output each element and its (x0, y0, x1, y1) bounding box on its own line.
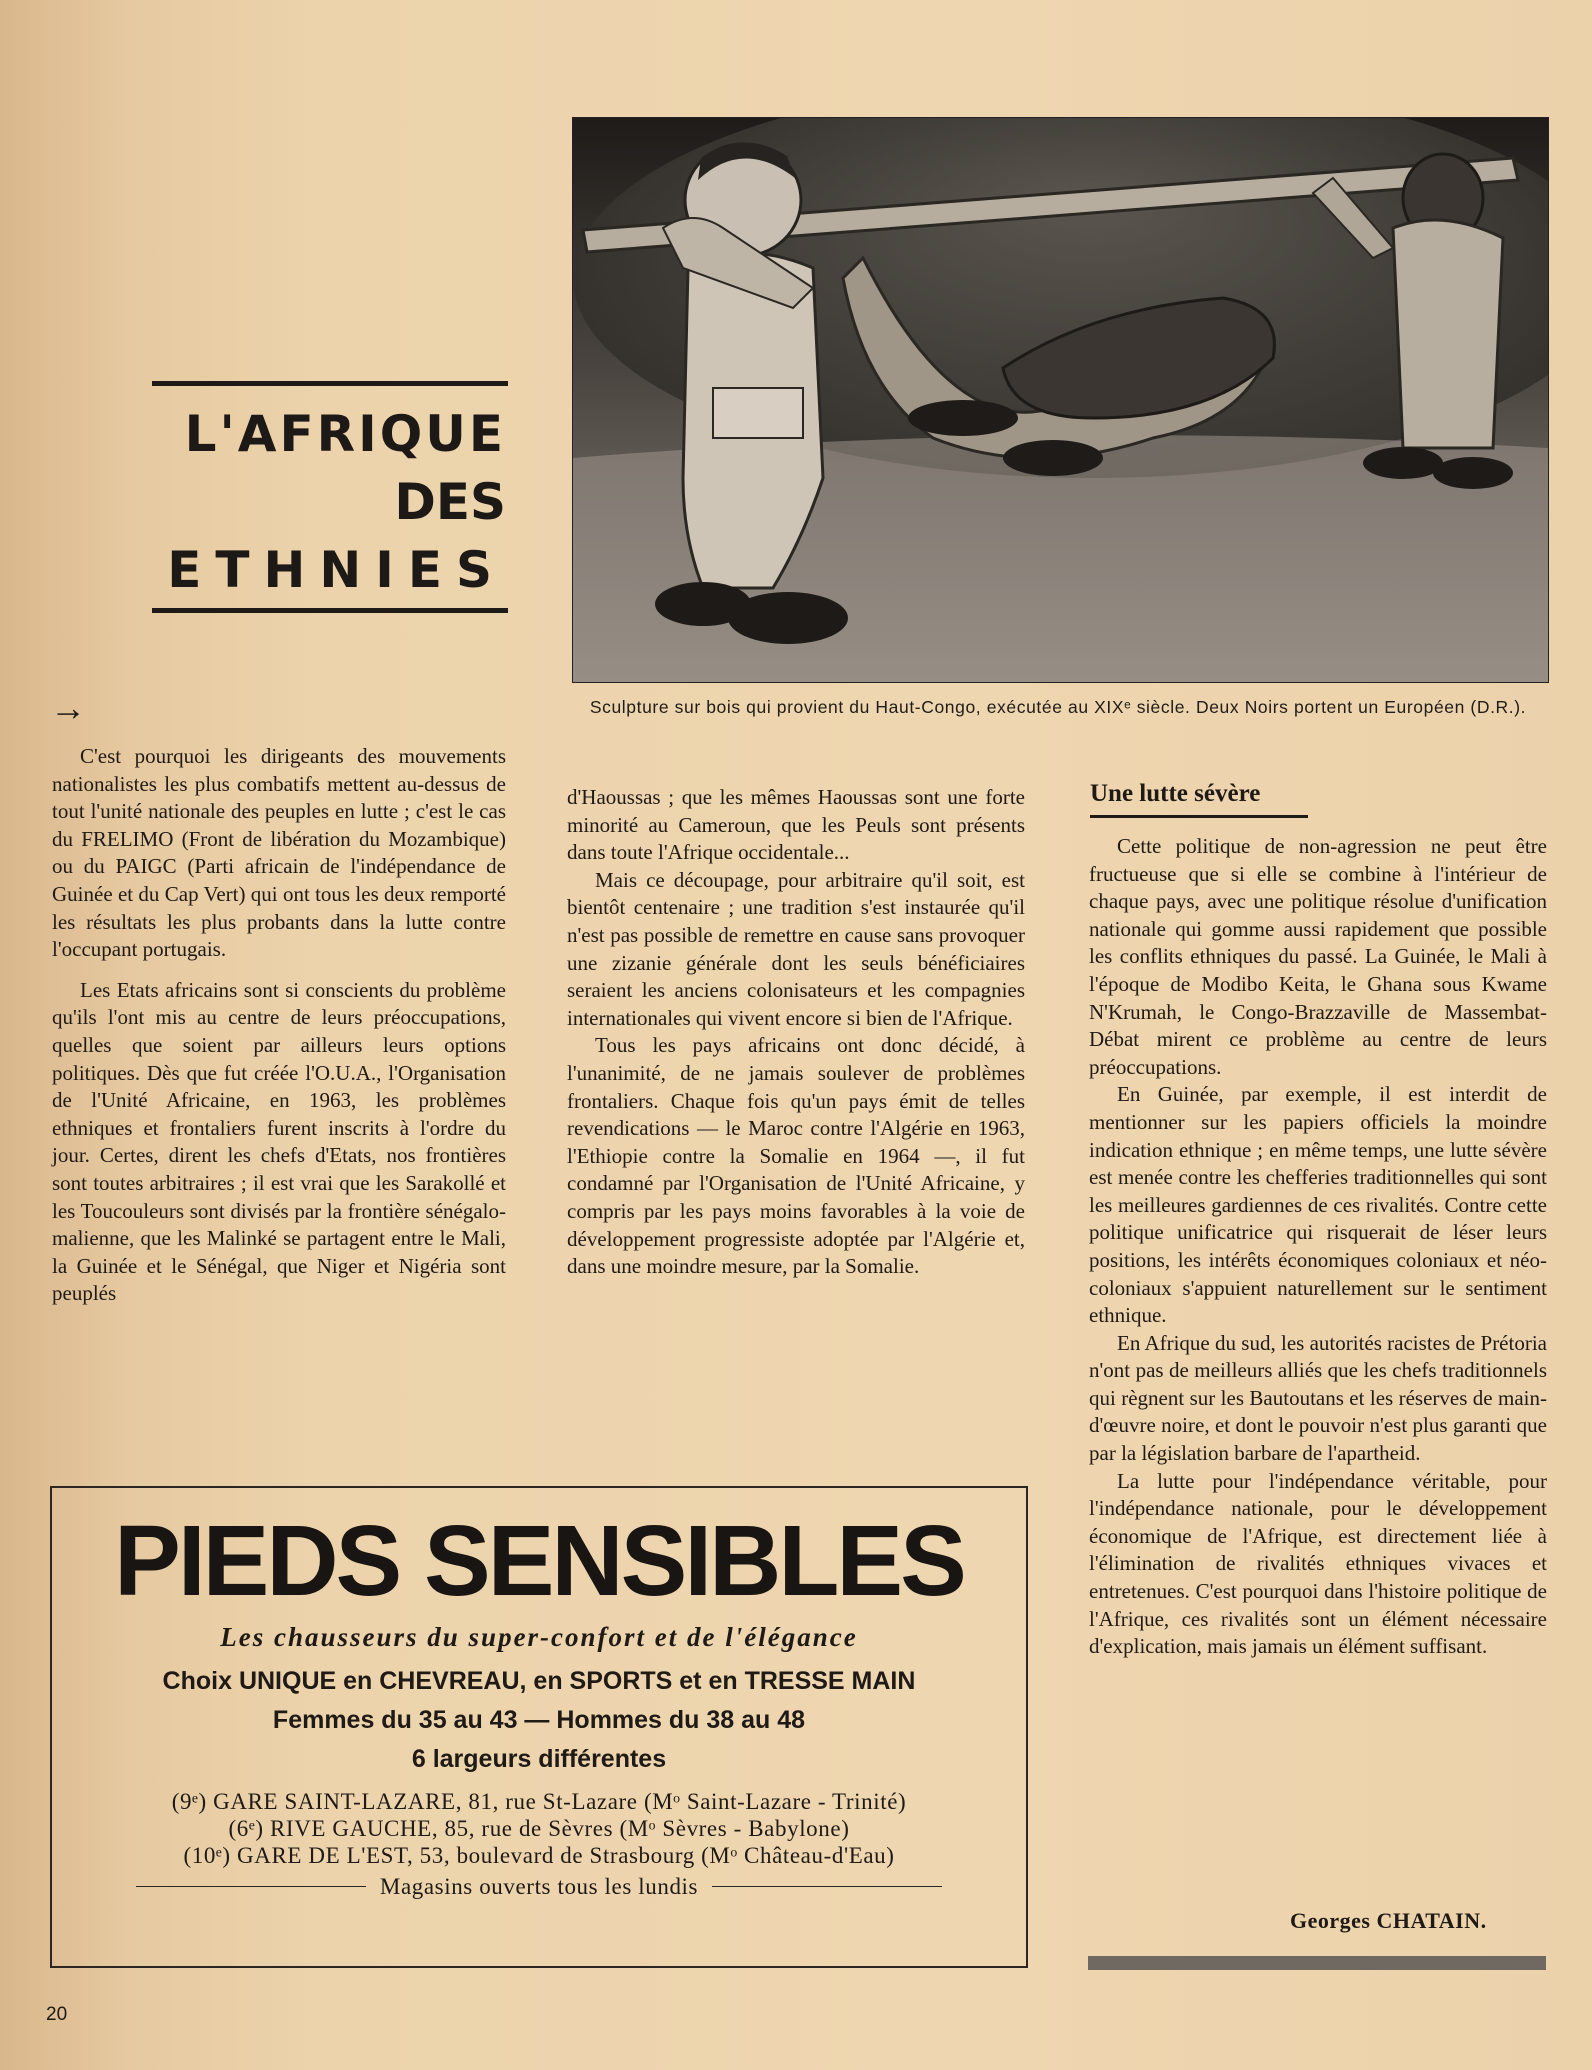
col3-paragraph-3: En Afrique du sud, les autorités racistes de Prétoria n'ont pas de meilleurs alliés que les chefs traditionnels qui règnent sur les Bautoutans et les réserves de main-d'œuvre noire, et dont le pouvoir n'est plus garanti que par la législation barbare de l'apartheid. (1089, 1330, 1547, 1466)
advertisement (50, 1486, 1028, 1968)
sculpture-photo (572, 117, 1549, 683)
ad-subtitle: Les chausseurs du super-confort et de l'élégance (220, 1622, 858, 1652)
sculpture-image (573, 118, 1548, 682)
headline-top-rule (152, 381, 508, 386)
subhead: Une lutte sévère (1090, 780, 1261, 807)
page-number: 20 (46, 2004, 68, 2025)
headline (130, 400, 506, 604)
column-1 (52, 743, 506, 1308)
ad-address-2: (6ᵉ) RIVE GAUCHE, 85, rue de Sèvres (Mᵒ Sèvres - Babylone) (228, 1816, 850, 1841)
col2-paragraph-1: d'Haoussas ; que les mêmes Haoussas sont une forte minorité au Cameroun, que les Peuls sont présents dans toute l'Afrique occidentale... (567, 785, 1025, 865)
col2-paragraph-3: Tous les pays africains ont donc décidé, à l'unanimité, de ne jamais soulever de problèmes frontaliers. Chaque fois qu'un pays émit de telles revendications — le Maroc contre l'Algérie en 1963, l'Ethiopie contre la Somalie en 1964 —, il fut condamné par l'Organisation de l'Unité Africaine, y compris par les pays moins favorables à la voie de développement progressiste adoptée par l'Algérie et, dans une moindre mesure, par la Somalie. (567, 1033, 1025, 1279)
arrow-icon: → (50, 687, 86, 728)
col2-paragraph-2: Mais ce découpage, pour arbitraire qu'il soit, est bientôt centenaire ; une tradition s'est instaurée qu'il n'est pas possible de remettre en cause sans provoquer une zizanie générale dont les seuls bénéficiaires seraient les anciens colonisateurs et les compagnies internationales qui vivent encore si bien de l'Afrique. (567, 867, 1025, 1030)
ad-line-2: Femmes du 35 au 43 — Hommes du 38 au 48 (272, 1706, 806, 1734)
col1-paragraph-1: C'est pourquoi les dirigeants des mouvements nationalistes les plus combatifs mettent au-dessus de tout l'unité nationale des peuples en lutte ; c'est le cas du FRELIMO (Front de libération du Mozambique) ou du PAIGC (Parti africain de l'indépendance de Guinée et du Cap Vert) qui ont tous les deux remporté les résultats les plus probants dans la lutte contre l'occupant portugais. (52, 744, 506, 962)
ad-footer-row (52, 1873, 1026, 1900)
ad-footer-rule-left (136, 1886, 366, 1888)
column-2 (567, 784, 1025, 1281)
photo-caption: Sculpture sur bois qui provient du Haut-Congo, exécutée au XIXᵉ siècle. Deux Noirs portent un Européen (D.R.). (589, 697, 1527, 717)
ad-footer-rule-right (712, 1886, 942, 1888)
ad-title: PIEDS SENSIBLES (114, 1505, 964, 1617)
col3-paragraph-4: La lutte pour l'indépendance véritable, pour l'indépendance nationale, pour le développement économique de l'Afrique, est directement liée à l'élimination de rivalités ethniques vivaces et entretenues. C'est pourquoi dans l'histoire politique de l'Afrique, ces rivalités sont un élément nécessaire d'explication, mais jamais un élément suffisant. (1089, 1468, 1547, 1659)
headline-bottom-rule (152, 608, 508, 613)
col3-paragraph-1: Cette politique de non-agression ne peut être fructueuse que si elle se combine à l'intérieur de chaque pays, avec une politique résolue d'unification nationale qui gomme aussi rapidement que possible les conflits ethniques du passé. La Guinée, le Mali à l'époque de Modibo Keita, le Ghana sous Kwame N'Krumah, le Congo-Brazzaville de Massembat-Débat mirent ce problème au centre de leurs préoccupations. (1089, 834, 1547, 1079)
subhead-underline (1090, 815, 1308, 818)
col3-paragraph-2: En Guinée, par exemple, il est interdit de mentionner sur les papiers officiels la moindre indication ethnique ; en même temps, une lutte sévère est menée contre les chefferies traditionnelles qui sont les meilleures gardiennes de ces rivalités. Contre cette politique unificatrice qui risquerait de léser leurs positions, les intérêts économiques coloniaux et néo-coloniaux s'appuient naturellement sur le sentiment ethnique. (1089, 1082, 1547, 1328)
col1-paragraph-2: Les Etats africains sont si conscients du problème qu'ils l'ont mis au centre de leurs préoccupations, quelles que soient par ailleurs leurs options politiques. Dès que fut créée l'O.U.A., l'Organisation de l'Unité Africaine, en 1963, les problèmes ethniques et frontaliers furent inscrits à l'ordre du jour. Certes, dirent les chefs d'Etats, nos frontières sont toutes arbitraires ; il est vrai que les Sarakollé et les Toucouleurs sont divisés par la frontière sénégalo-malienne, que les Malinké se partagent entre le Mali, la Guinée et le Sénégal, que Niger et Nigéria sont peuplés (52, 977, 506, 1306)
bottom-bar (1088, 1956, 1546, 1970)
headline-line1: L'AFRIQUE (184, 405, 506, 463)
headline-line2: DES (394, 473, 506, 531)
ad-address-1: (9ᵉ) GARE SAINT-LAZARE, 81, rue St-Lazare (Mᵒ Saint-Lazare - Trinité) (171, 1789, 907, 1814)
signature: Georges CHATAIN. (1290, 1908, 1487, 1933)
ad-line-1: Choix UNIQUE en CHEVREAU, en SPORTS et en TRESSE MAIN (162, 1667, 916, 1695)
headline-line3: ETHNIES (167, 541, 506, 599)
column-3 (1089, 833, 1547, 1661)
ad-addresses (52, 1788, 1026, 1869)
ad-address-3: (10ᵉ) GARE DE L'EST, 53, boulevard de Strasbourg (Mᵒ Château-d'Eau) (183, 1843, 895, 1868)
ad-footer: Magasins ouverts tous les lundis (379, 1874, 699, 1899)
ad-line-3: 6 largeurs différentes (411, 1745, 667, 1773)
